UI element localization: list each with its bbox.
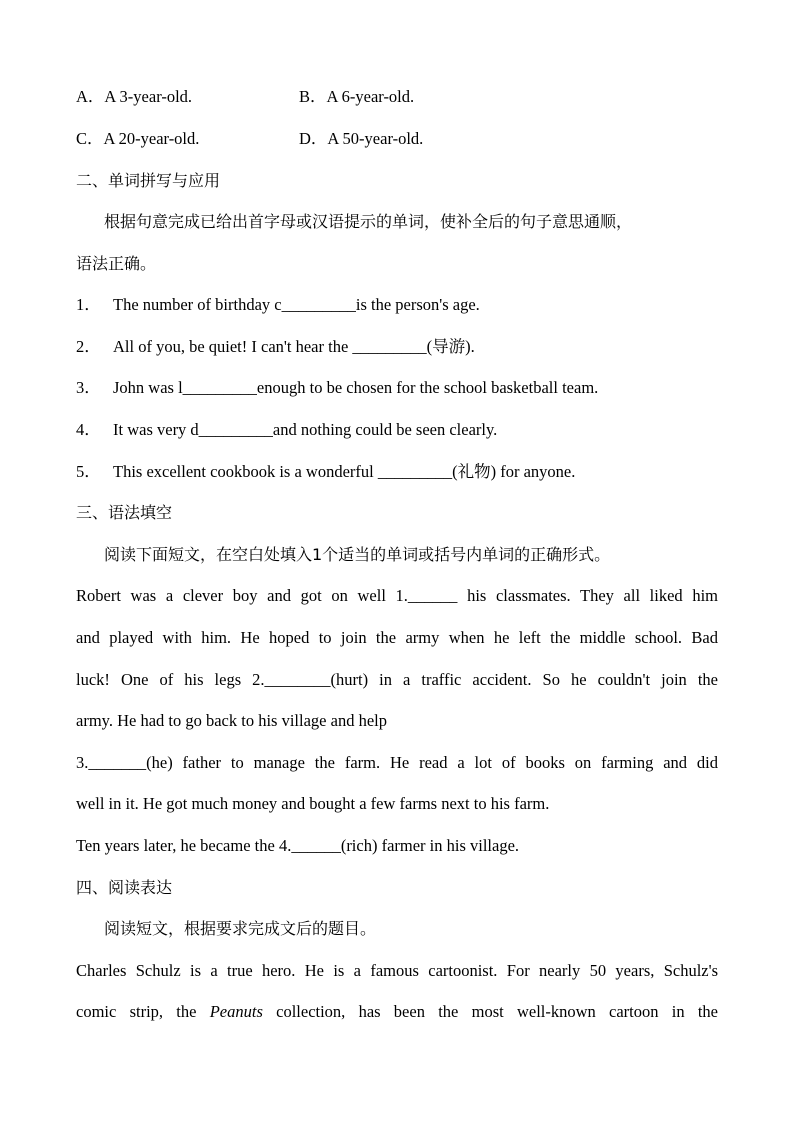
passage-line: army. He had to go back to his village and help xyxy=(76,711,387,730)
section2-instruction-line2: 语法正确。 xyxy=(76,254,157,273)
passage-line: 3._______(he) father to manage the farm. He read a lot of books on farming and did xyxy=(76,753,718,772)
item-text: This excellent cookbook is a wonderful _________(礼物) for anyone. xyxy=(113,462,576,481)
passage-line: luck! One of his legs 2.________(hurt) in a traffic accident. So he couldn't join the xyxy=(76,670,718,689)
section3-heading: 三、语法填空 xyxy=(76,503,173,522)
option-d: D．A 50-year-old. xyxy=(299,129,424,148)
item-text: The number of birthday c_________is the person's age. xyxy=(113,295,480,314)
item-text: John was l_________enough to be chosen for the school basketball team. xyxy=(113,378,599,397)
section4-heading: 四、阅读表达 xyxy=(76,878,173,897)
section2-instruction-line1: 根据句意完成已给出首字母或汉语提示的单词，使补全后的句子意思通顺， xyxy=(104,212,633,231)
spelling-item xyxy=(76,294,480,316)
spelling-item xyxy=(76,377,598,399)
option-a: A．A 3-year-old. xyxy=(76,87,193,106)
item-text: All of you, be quiet! I can't hear the _________(导游). xyxy=(113,337,475,356)
passage-line: Robert was a clever boy and got on well 1.______ his classmates. They all liked him xyxy=(76,586,718,605)
option-c: C．A 20-year-old. xyxy=(76,129,200,148)
spelling-item xyxy=(76,336,475,358)
peanuts-title: Peanuts xyxy=(209,1002,263,1021)
spelling-item xyxy=(76,419,497,441)
section4-instruction: 阅读短文，根据要求完成文后的题目。 xyxy=(104,919,377,938)
item-number: 2． xyxy=(76,337,101,356)
reading-text: comic strip, the xyxy=(76,1002,210,1021)
section2-heading: 二、单词拼写与应用 xyxy=(76,171,221,190)
passage-line: Ten years later, he became the 4.______(rich) farmer in his village. xyxy=(76,836,520,855)
option-b: B．A 6-year-old. xyxy=(299,87,415,106)
reading-text: collection, has been the most well-known cartoon in the xyxy=(262,1002,719,1021)
item-number: 5． xyxy=(76,462,101,481)
passage-line: and played with him. He hoped to join the army when he left the middle school. Bad xyxy=(76,628,718,647)
passage-line: well in it. He got much money and bought a few farms next to his farm. xyxy=(76,794,550,813)
reading-line xyxy=(76,1001,718,1023)
item-number: 1． xyxy=(76,295,101,314)
section3-instruction: 阅读下面短文，在空白处填入1个适当的单词或括号内单词的正确形式。 xyxy=(104,545,611,564)
item-text: It was very d_________and nothing could be seen clearly. xyxy=(113,420,498,439)
item-number: 3． xyxy=(76,378,101,397)
spelling-item xyxy=(76,461,575,483)
item-number: 4． xyxy=(76,420,101,439)
reading-line: Charles Schulz is a true hero. He is a famous cartoonist. For nearly 50 years, Schulz's xyxy=(76,961,718,980)
